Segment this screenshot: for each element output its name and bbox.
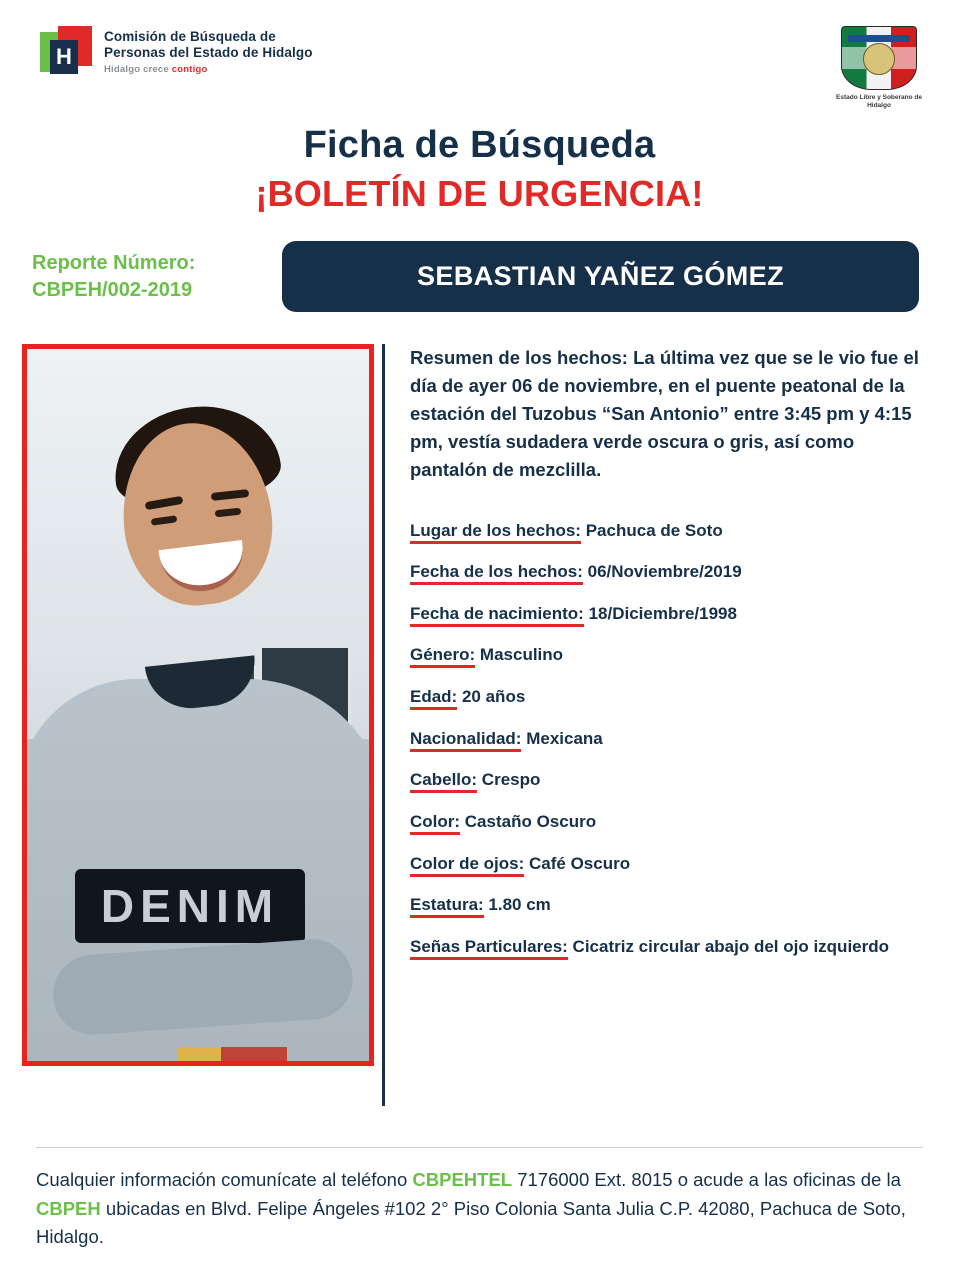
logo-letter: H	[56, 44, 72, 69]
field-edad	[410, 685, 925, 710]
footer-text-3: ubicadas en Blvd. Felipe Ángeles #102 2° Piso Colonia Santa Julia C.P. 42080, Pachuca de Soto, Hidalgo.	[36, 1197, 906, 1248]
field-key: Fecha de nacimiento:	[410, 604, 584, 627]
field-value: Cicatriz circular abajo del ojo izquierdo	[572, 936, 890, 956]
poster-body	[0, 344, 959, 1066]
field-fecha-de-nacimiento	[410, 602, 925, 627]
hidalgo-state-crest	[833, 26, 925, 110]
field-key: Color de ojos:	[410, 854, 524, 877]
field-value: Masculino	[479, 645, 564, 665]
contact-footer	[0, 1166, 959, 1252]
vertical-divider	[382, 344, 385, 1106]
field-key: Género:	[410, 645, 475, 668]
field-value: Pachuca de Soto	[585, 520, 723, 540]
field-color-de-ojos	[410, 852, 925, 877]
report-row	[0, 241, 959, 312]
field-value: 1.80 cm	[488, 895, 551, 915]
field-key: Lugar de los hechos:	[410, 521, 581, 544]
field-value: Mexicana	[526, 728, 603, 748]
information-column	[380, 344, 925, 1066]
field-key: Estatura:	[410, 895, 484, 918]
footer-text-1: Cualquier información comunícate al teléfono	[36, 1168, 413, 1190]
field-fecha-de-los-hechos	[410, 560, 925, 585]
footer-tel-label: CBPEHTEL	[412, 1168, 513, 1190]
field-key: Cabello:	[410, 770, 477, 793]
report-number-block	[32, 250, 282, 304]
field-value: 20 años	[461, 687, 526, 707]
field-key: Edad:	[410, 687, 457, 710]
footer-divider	[36, 1147, 923, 1148]
field-value: Castaño Oscuro	[464, 812, 597, 832]
field-value: Café Oscuro	[529, 853, 631, 873]
field-key: Señas Particulares:	[410, 937, 568, 960]
missing-person-photo	[22, 344, 374, 1066]
field-value: 18/Diciembre/1998	[588, 603, 737, 623]
field-cabello	[410, 768, 925, 793]
organization-name	[104, 29, 313, 76]
photo-column	[22, 344, 380, 1066]
field-nacionalidad	[410, 727, 925, 752]
field-lugar-de-los-hechos	[410, 519, 925, 544]
field-senas-particulares	[410, 935, 925, 960]
organization-branding	[40, 26, 313, 78]
poster-titles	[0, 124, 959, 215]
shirt-print-text: DENIM	[75, 869, 305, 943]
field-key: Nacionalidad:	[410, 729, 521, 752]
incident-summary: Resumen de los hechos: La última vez que se le vio fue el día de ayer 06 de noviembre, en el puente peatonal de la estación del Tuzobus “San Antonio” entre 3:45 pm y 4:15 pm, vestía sudadera verde oscura o gris, así como pantalón de mezclilla.	[410, 347, 919, 481]
org-line-1: Comisión de Búsqueda de	[104, 28, 276, 44]
crest-caption: Estado Libre y Soberano de Hidalgo	[836, 94, 922, 110]
report-number-value: CBPEH/002-2019	[32, 278, 193, 301]
footer-text-2: 7176000 Ext. 8015 o acude a las oficinas de la	[512, 1168, 901, 1190]
field-color	[410, 810, 925, 835]
person-name-banner: SEBASTIAN YAÑEZ GÓMEZ	[282, 241, 919, 312]
cbpeh-logo-icon	[40, 26, 92, 78]
report-number-label: Reporte Número:	[32, 251, 196, 274]
page-title: Ficha de Búsqueda	[303, 124, 656, 166]
field-key: Color:	[410, 812, 460, 835]
org-line-2: Personas del Estado de Hidalgo	[104, 44, 313, 60]
urgency-title: ¡BOLETÍN DE URGENCIA!	[255, 173, 704, 214]
field-estatura	[410, 893, 925, 918]
org-tagline	[104, 64, 313, 75]
field-key: Fecha de los hechos:	[410, 562, 583, 585]
footer-org-label: CBPEH	[36, 1197, 101, 1219]
crest-shield-icon	[841, 26, 917, 90]
org-tagline-plain: Hidalgo crece	[104, 64, 172, 76]
org-tagline-accent: contigo	[171, 64, 208, 76]
field-value: Crespo	[481, 770, 541, 790]
document-header	[0, 0, 959, 112]
field-value: 06/Noviembre/2019	[587, 562, 742, 582]
field-genero	[410, 643, 925, 668]
